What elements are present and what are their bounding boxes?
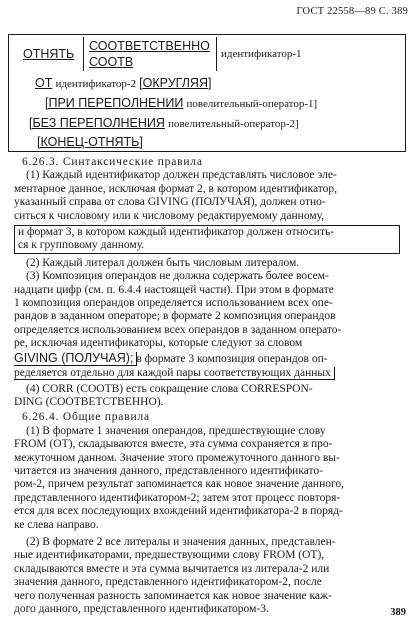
from-clause [35, 76, 211, 91]
keyword-on-overflow: [ПРИ ПЕРЕПОЛНЕНИИ [45, 96, 184, 110]
syntax-format-box [8, 34, 406, 152]
on-overflow-clause [45, 96, 317, 111]
rules-text [14, 156, 406, 616]
text-line: ся к групповому данному. [18, 239, 145, 252]
text-line: FROM (ОТ), складываются вместе, эта сумма сохраняется в про- [14, 438, 333, 451]
general-rule-2 [14, 536, 406, 616]
general-rules-heading: 6.26.4. Общие правила [22, 411, 150, 424]
boxed-pair-rule: ределяется отдельно для каждой пары соответствующих данных [14, 367, 335, 380]
keyword-ot: ОТ [35, 76, 53, 90]
text-line: складываются вместе и эта сумма вычитается из литерала-2 или [14, 562, 330, 575]
no-overflow-clause [29, 116, 299, 131]
text-line: читается из значения данного, представленного идентификато- [14, 464, 324, 477]
text-line [14, 352, 406, 366]
footer-page-number: 389 [390, 607, 406, 618]
keyword-corr-short: СООТВ [89, 55, 134, 69]
text-line: дого данного, представленного идентификатором-3. [14, 603, 269, 615]
page-header [297, 6, 408, 17]
text-line: значения данного, представленного идентификатором-2, после [14, 576, 322, 589]
text-line: ситься к числовому или к числовому редактируемому данному, [14, 209, 325, 222]
text-line: DING (СООТВЕТСТВЕННО). [14, 395, 164, 408]
syntax-rule-3 [14, 270, 406, 380]
text-line: и формат 3, в котором каждый идентификатор должен относить- [18, 226, 335, 239]
text-line: ке слева направо. [14, 518, 99, 531]
text-line: чего полученная разность запоминается как новое значение каж- [14, 589, 332, 602]
standard-number: ГОСТ 22558—89 [296, 6, 376, 17]
text-line: ром-2, причем результат запоминается как новое значение данного, [14, 478, 345, 491]
text-line: (1) В формате 1 значения операндов, предшествующие слову [26, 424, 326, 437]
page-marker: С. [378, 6, 389, 17]
text-fragment: в формате 3 композиция операндов оп- [136, 352, 328, 365]
text-line: ре, исключая идентификаторы, которые следуют за словом [14, 337, 303, 350]
text-line: ментарное данное, исключая формат 2, в котором идентификатор, [14, 182, 338, 195]
text-line: надцати цифр (см. п. 6.4.4 настоящей части). При этом в формате [14, 283, 334, 296]
text-line [14, 367, 406, 380]
keyword-rounded: [ОКРУГЛЯЯ] [139, 76, 212, 90]
syntax-rule-2: (2) Каждый литерал должен быть числовым литералом. [26, 256, 300, 269]
corr-choice-stack [89, 38, 210, 70]
text-line: (3) Композиция операндов не должна содержать более восем- [26, 270, 329, 283]
text-line: указанный справа от слова GIVING (ПОЛУЧАЯ), должен отно- [14, 196, 326, 209]
syntax-rule-1 [14, 169, 406, 253]
syntax-rules-heading: 6.26.3. Синтаксические правила [22, 156, 203, 168]
imperative-statement-2: повелительный-оператор-2] [168, 118, 299, 130]
text-line: (1) Каждый идентификатор должен представлять числовое эле- [26, 169, 337, 182]
text-line: (2) В формате 2 все литералы и значения данных, представлен- [26, 535, 336, 548]
header-page-number: 389 [391, 6, 408, 17]
text-line: 1 композиция операндов определяется использованием всех опе- [14, 297, 333, 310]
boxed-giving: GIVING (ПОЛУЧАЯ); [14, 352, 137, 366]
text-line: ные идентификаторами, предшествующими слову FROM (ОТ), [14, 549, 325, 562]
keyword-no-overflow: [БЕЗ ПЕРЕПОЛНЕНИЯ [29, 116, 165, 130]
syntax-rule-4 [14, 383, 406, 410]
text-line: определяется использованием всех операндов в заданном операто- [14, 323, 342, 336]
boxed-format-3-note [14, 225, 400, 254]
imperative-statement-1: повелительный-оператор-1] [186, 98, 318, 110]
text-line: представленного идентификатором-2; затем этот процесс повторя- [14, 491, 341, 504]
identifier-1: идентификатор-1 [221, 48, 302, 60]
keyword-corresponding: СООТВЕТСТВЕННО [89, 39, 210, 53]
keyword-otnyat: ОТНЯТЬ [23, 47, 75, 61]
keyword-end-subtract: [КОНЕЦ-ОТНЯТЬ] [37, 135, 143, 149]
text-line: ется для всех последующих вхождений идентификатора-2 в поряд- [14, 505, 343, 518]
text-line: межуточном данном. Значение этого промежуточного данного вы- [14, 451, 340, 464]
general-rule-1 [14, 425, 406, 532]
text-line: (4) CORR (COOTB) есть сокращение слова CORRESPON- [26, 382, 313, 395]
identifier-2: идентификатор-2 [55, 78, 137, 90]
text-line: рандов в заданном операторе; в формате 2 композиция операндов [14, 310, 336, 323]
